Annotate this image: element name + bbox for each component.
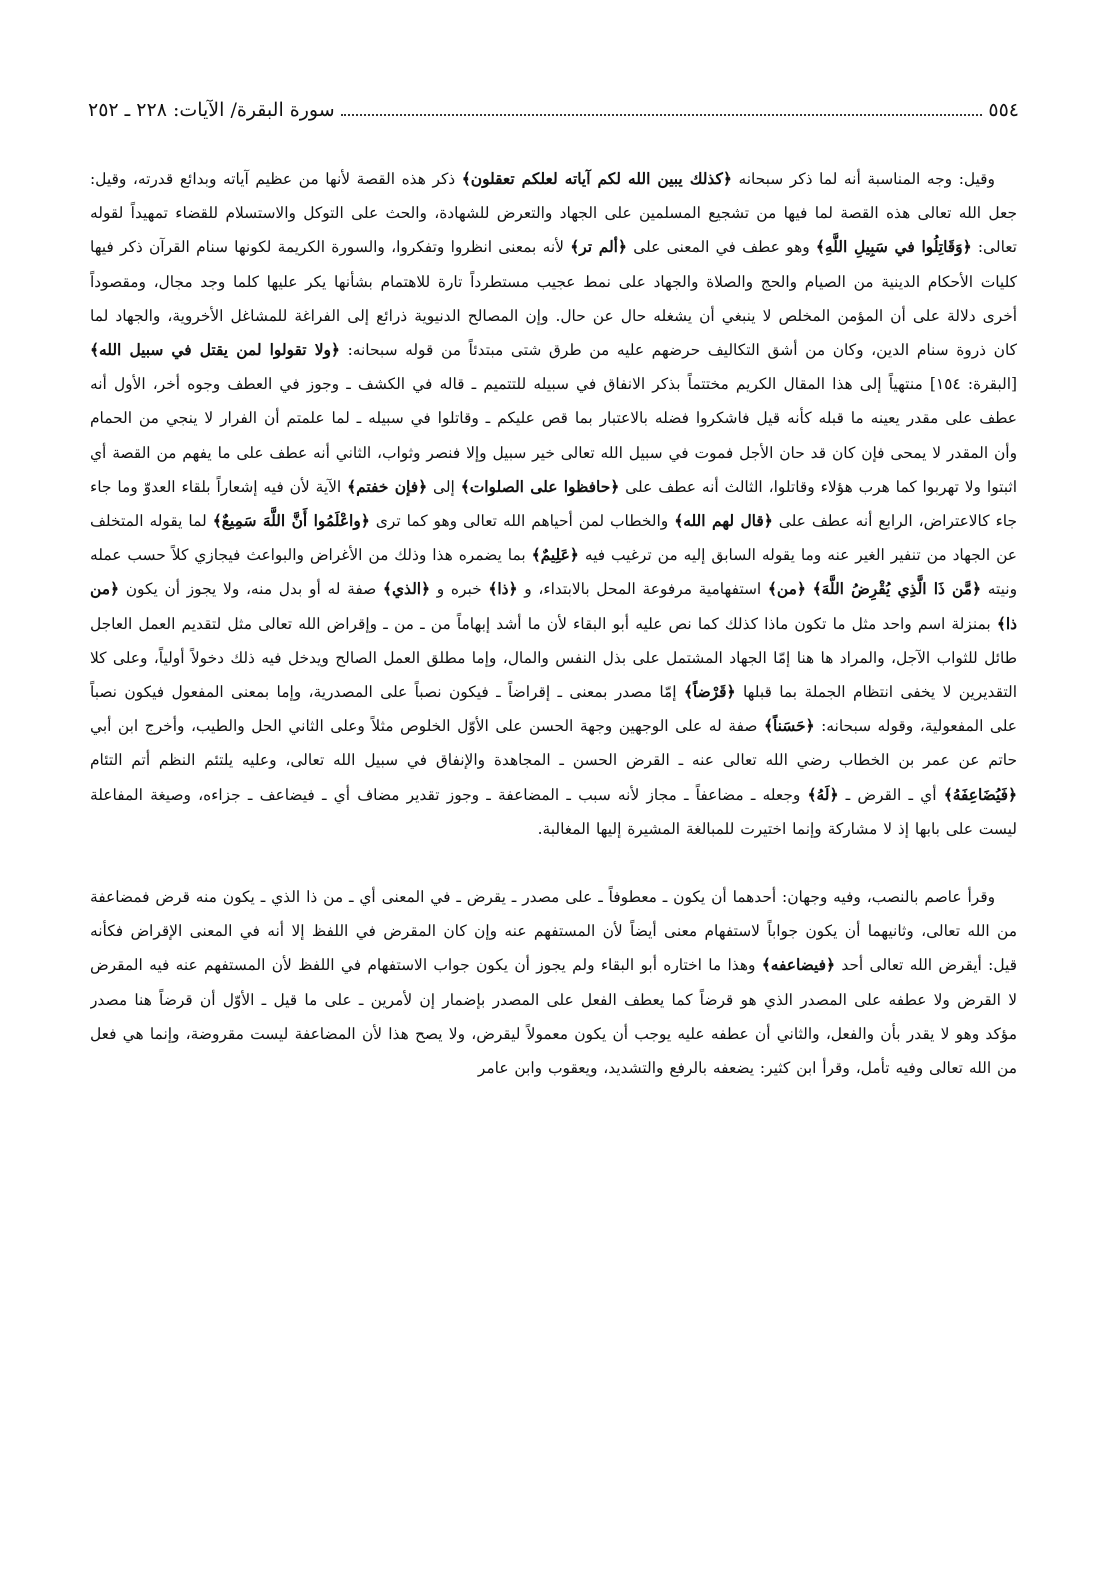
text-run: صفة له على الوجهين وجهة الحسن على الأوّل الخلوص مثلاً وعلى الثاني الحل والطيب، وأخرج ابن أبي حاتم عن عمر بن الخطاب رضي الله تعالى عنه ـ القرض الحسن ـ المجاهدة والإنفاق في سبيل الله تعالى، وعليه يلتئم النظم أتم التئام [90,717,1017,770]
page-header [88,84,1019,120]
quran-quote: ﴿ألم تر﴾ [570,238,627,257]
text-run: بمنزلة اسم واحد مثل ما تكون ماذا كذلك كما نص عليه أبو البقاء لأن ما أشد إبهاماً من ـ من ـ وإقراض الله تعالى مثل لتقديم العمل العاجل طائل للثواب الآجل، والمراد ها هنا إمّا الجهاد المشتمل على بذل النفس والمال، وإما مطلق العمل الصالح ويدخل فيه ذلك دخولاً أولياً، وعلى كلا التقديرين لا يخفى انتظام الجملة بما قبلها [90,614,1017,702]
text-run: وهو عطف في المعنى على [626,238,816,257]
text-run: والخطاب لمن أحياهم الله تعالى وهو كما ترى [369,512,675,531]
quran-quote: ﴿كذلك يبين الله لكم آياته لعلكم تعقلون﴾ [461,170,732,188]
running-title: سورة البقرة/ الآيات: ٢٢٨ ـ ٢٥٢ [88,99,335,121]
quran-quote: ﴿فإن خفتم﴾ [347,477,428,496]
cited-verse: ﴿ولا تقولوا لمن يقتل في سبيل الله﴾ [90,341,340,360]
text-run: وقيل: وجه المناسبة أنه لما ذكر سبحانه [731,170,995,188]
paragraph [90,162,1017,846]
quran-quote: ﴿وَقَاتِلُوا في سَبِيلِ اللَّهِ﴾ [815,238,972,257]
quran-quote: ﴿عَلِيمٌ﴾ [531,546,579,565]
text-run [806,580,813,598]
quran-quote: ﴿حَسَناً﴾ [763,717,815,736]
paragraph [90,880,1017,1085]
text-run: [البقرة: ١٥٤] منتهياً إلى هذا المقال الكريم مختتماً بذكر الانفاق في سبيله للتتميم ـ قاله في الكشف ـ وجوز في العطف وجوه أخر، الأول أنه عطف على مقدر يعينه ما قبله كأنه قيل فاشكروا فضله بالاعتبار بما قص عليكم ـ وقاتلوا في سبيله ـ لما علمتم أن الفرار لا ينجي من الحمام وأن المقدر لا يمحى فإن كان قد حان الأجل فموت في سبيل الله تعالى خير سبيل وإلا فنصر وثواب، الثاني أنه عطف على ما يفهم من القصة أي اثبتوا ولا تهربوا كما هرب هؤلاء وقاتلوا، الثالث أنه عطف على [90,375,1017,496]
quran-quote: ﴿من ذا﴾ [90,580,1017,633]
quran-quote: ﴿حافظوا على الصلوات﴾ [460,477,620,496]
paragraph-gap [90,846,1017,880]
text-run: وجعله ـ مضاعفاً ـ مجاز لأنه سبب ـ المضاعفة ـ وجوز تقدير مضاف أي ـ فيضاعف ـ جزاءه، وصيغة المفاعلة ليست على بابها إذ لا مشاركة وإنما اختيرت للمبالغة المشيرة إليها المغالبة. [90,785,1017,838]
text-run: الآية لأن فيه إشعاراً بلقاء العدوّ وما جاء جاء كالاعتراض، الرابع أنه عطف على [90,477,1017,531]
text-run: خبره و [430,580,489,599]
quran-quote: ﴿قال لهم الله﴾ [674,512,773,531]
header-dot-leader [341,114,983,116]
text-run: وهذا ما اختاره أبو البقاء ولم يجوز أن يكون جواب الاستفهام في اللفظ لأن المستفهم عنه فيه المقرض لا القرض ولا عطفه على المصدر الذي هو قرضاً كما يعطف الفعل على المصدر بإضمار إن لأمرين ـ على ما قيل ـ الأوّل أن قرضاً هنا مصدر مؤكد وهو لا يقدر بأن والفعل، والثاني أن عطفه عليه يوجب أن يكون معمولاً ليقرض، ولا يصح هذا لأن المضاعفة ليست مقروضة، وإنما هي فعل من الله تعالى وفيه تأمل، وقرأ ابن كثير: يضعفه بالرفع والتشديد، ويعقوب وابن عامر [90,956,1017,1078]
text-run: وقرأ عاصم بالنصب، وفيه وجهان: أحدهما أن يكون ـ معطوفاً ـ على مصدر ـ يقرض ـ في المعنى أي ـ من ذا الذي ـ يكون منه قرض فمضاعفة من الله تعالى، وثانيهما أن يكون جواباً لاستفهام معنى أيضاً لأن المستفهم عنه وإن كان المقرض في اللفظ إلا أنه في المعنى الإقراض فكأنه قيل: أيقرض الله تعالى أحد [90,888,1017,975]
quran-quote: ﴿فيضاعفه﴾ [761,956,836,975]
quran-quote: ﴿لَهُ﴾ [807,785,839,804]
text-run: استفهامية مرفوعة المحل بالابتداء، و [517,580,768,599]
page-number: ٥٥٤ [988,99,1019,121]
text-run: ذكر هذه القصة لأنها من عظيم آياته وبدائع قدرته، وقيل: جعل الله تعالى هذه القصة لما فيها من تشجيع المسلمين على الجهاد والتعرض للشهادة، والحث على التوكل والاستسلام للقضاء تمهيداً لقوله تعالى: [90,170,1017,257]
text-run: بما يضمره هذا وذلك من الأغراض والبواعث فيجازي كلاً حسب عمله ونيته [90,546,1017,599]
text-run: إلى [427,477,461,496]
quran-quote: ﴿فَيُضَاعِفَهُ﴾ [943,785,1017,804]
text-run: لأنه بمعنى انظروا وتفكروا، والسورة الكريمة لكونها سنام القرآن ذكر فيها كليات الأحكام الدينية من الصيام والحج والصلاة والجهاد على نمط عجيب مستطرداً تارة للاهتمام بشأنها يكر عليها كلما وجد مجال، ومقصوداً أخرى دلالة على أن المؤمن المخلص لا ينبغي أن يشغله حال عن حال. وإن المصالح الدنيوية ذرائع إلى الفراغة للمشاغل الأخروية، والجهاد لما كان ذروة سنام الدين، وكان من أشق التكاليف حرضهم عليه من طرق شتى مبتدئاً من قوله سبحانه: [90,238,1017,360]
text-run: أي ـ القرض ـ [838,785,944,804]
text-run: لما يقوله المتخلف عن الجهاد من تنفير الغير عنه وما يقوله السابق إليه من ترغيب فيه [90,512,1017,565]
quran-quote: ﴿الذي﴾ [382,580,431,599]
text-run: صفة له أو بدل منه، ولا يجوز أن يكون [118,580,383,599]
quran-quote: ﴿ذا﴾ [488,580,518,599]
page-body [90,162,1017,1517]
quran-quote: ﴿واعْلَمُوا أَنَّ اللَّهَ سَمِيعٌ﴾ [212,512,370,531]
quran-quote: ﴿قَرْضاً﴾ [683,683,736,702]
text-run: إمّا مصدر بمعنى ـ إقراضاً ـ فيكون نصباً على المصدرية، وإما بمعنى المفعول فيكون نصباً على المفعولية، وقوله سبحانه: [90,683,1017,736]
quran-quote: ﴿من﴾ [767,580,806,599]
quran-quote: ﴿مَّن ذَا الَّذِي يُقْرِضُ اللَّهَ﴾ [812,580,982,599]
